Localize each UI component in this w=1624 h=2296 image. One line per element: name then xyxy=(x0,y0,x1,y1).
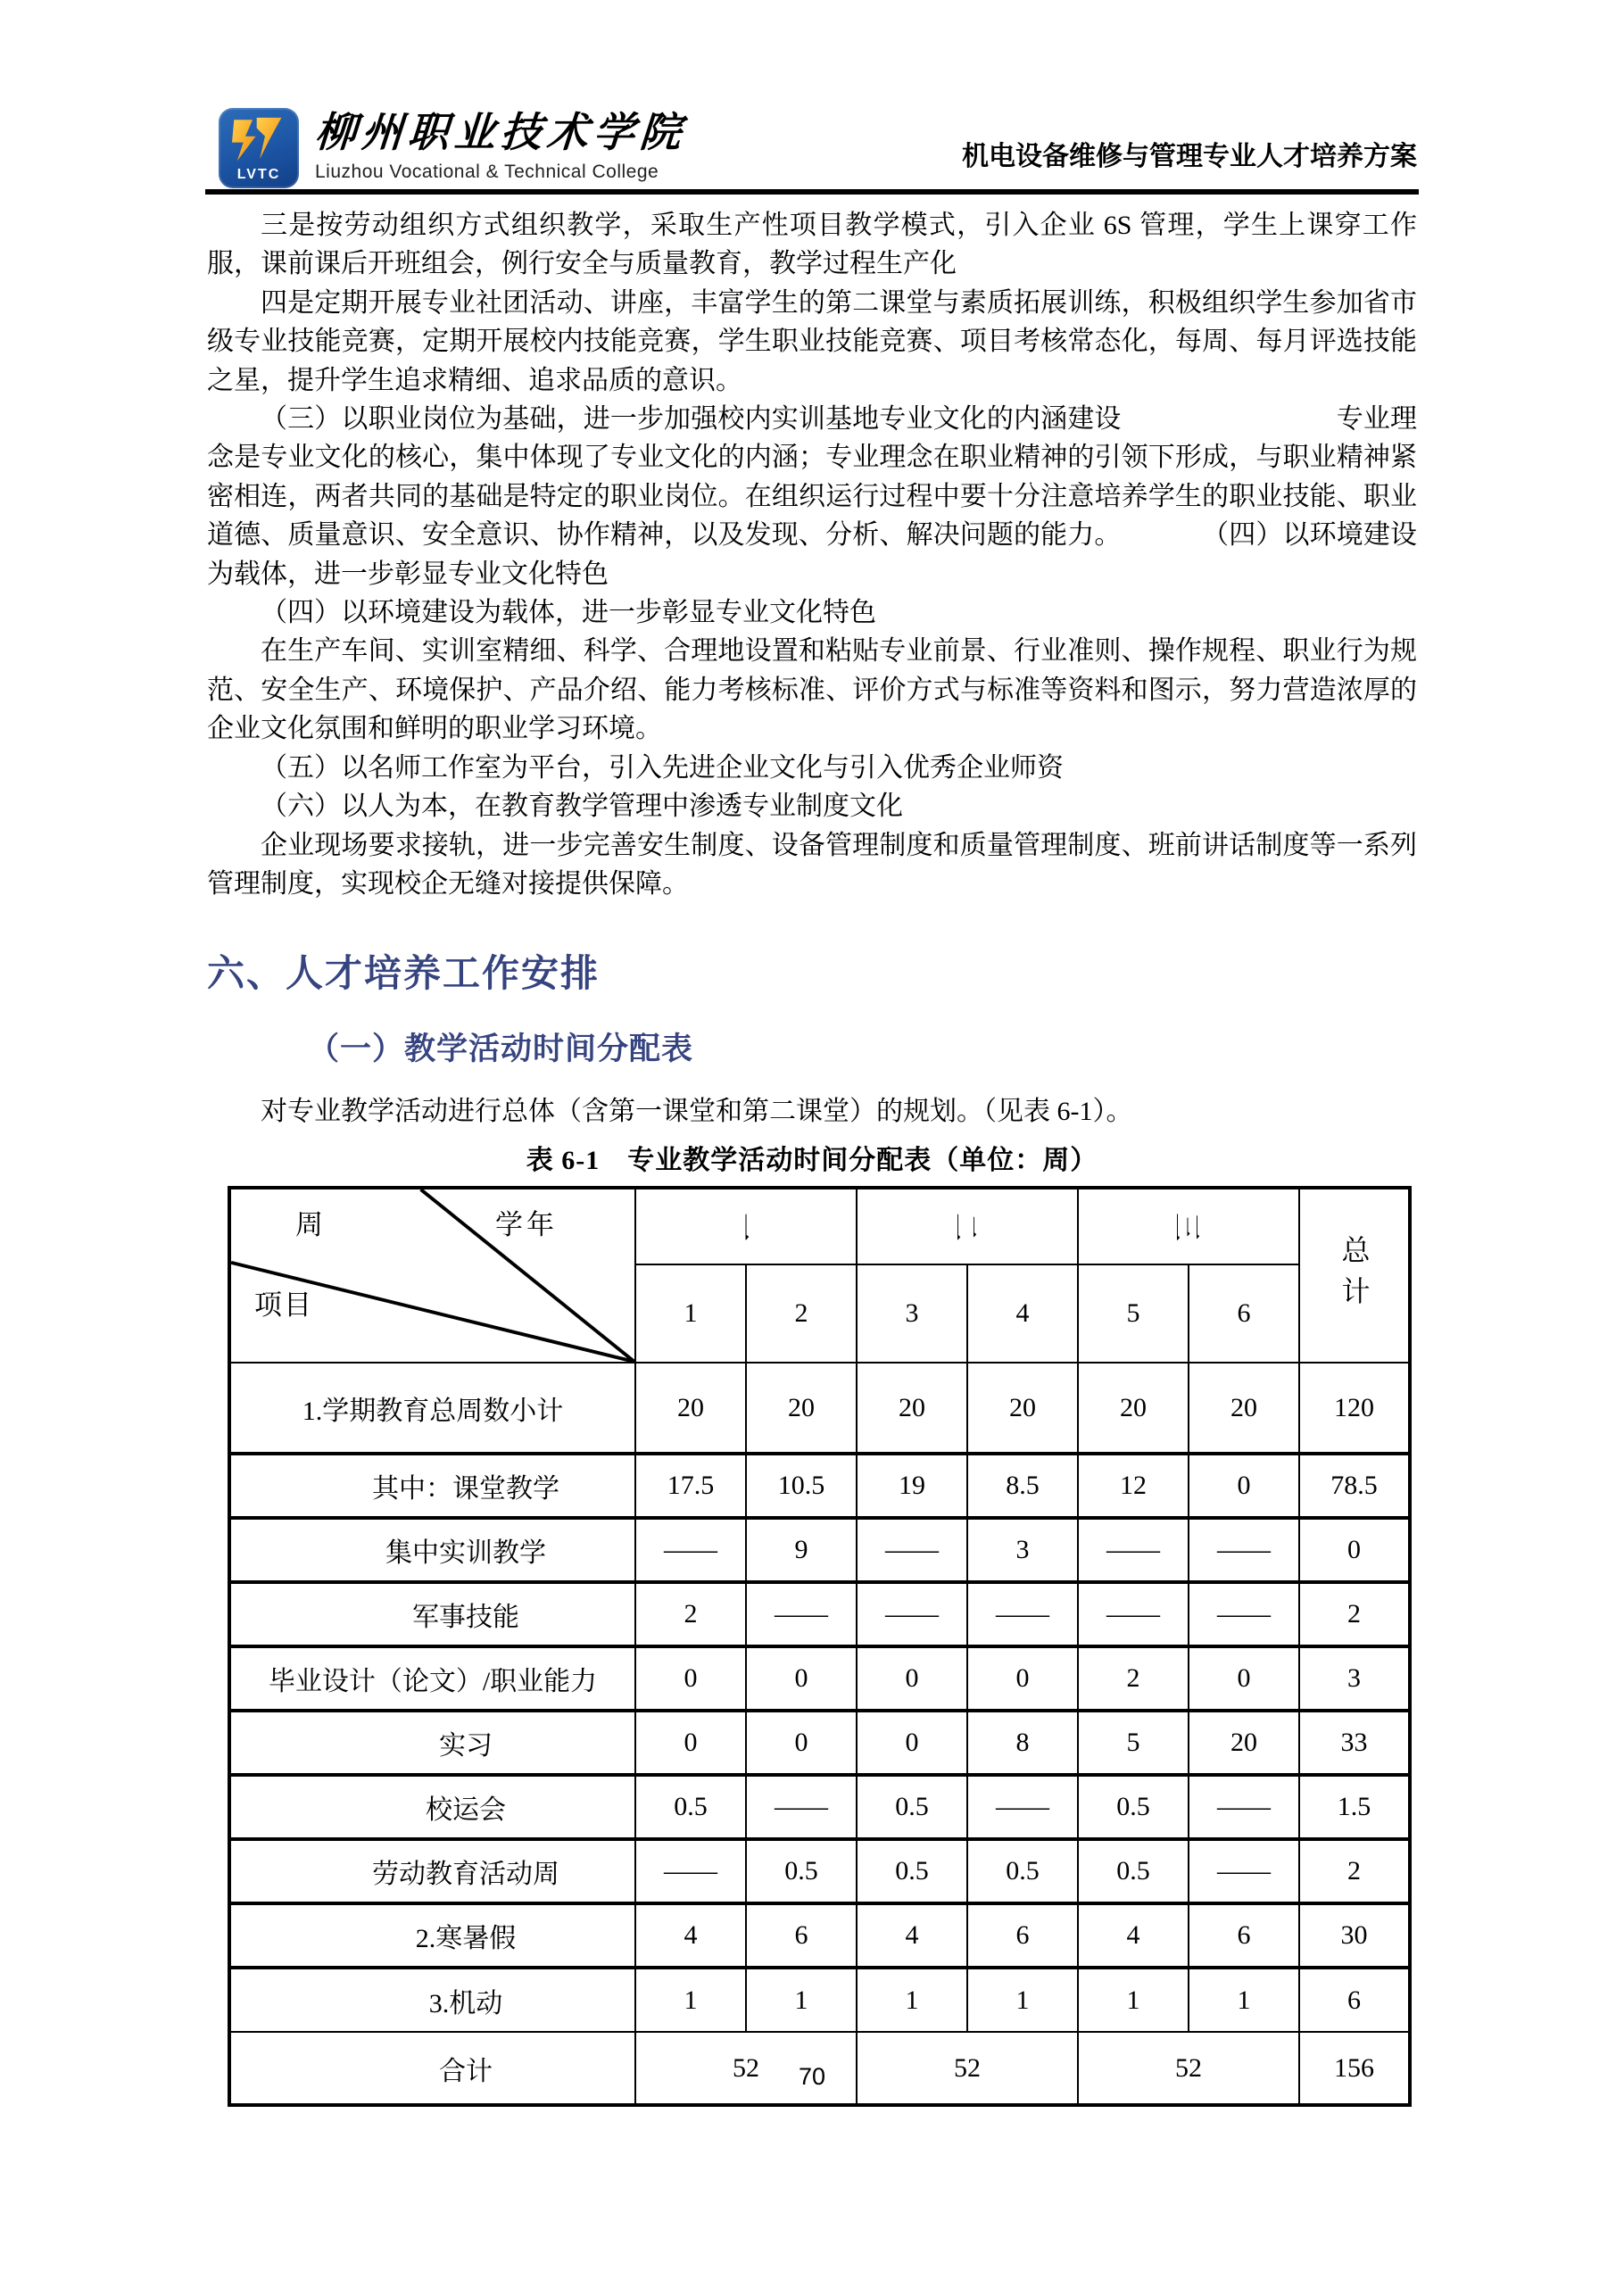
table-row: 劳动教育活动周 —— 0.5 0.5 0.5 0.5 —— 2 xyxy=(229,1839,1410,1903)
corner-diagonal-lines xyxy=(231,1189,634,1362)
year-header: 三 xyxy=(1078,1188,1299,1264)
paragraph: （五）以名师工作室为平台，引入先进企业文化与引入优秀企业师资 xyxy=(261,752,1064,783)
table-row: 校运会 0.5 —— 0.5 —— 0.5 —— 1.5 xyxy=(229,1775,1410,1839)
table-total-row: 合计 52 52 52 156 xyxy=(229,2032,1410,2105)
page-number: 70 xyxy=(798,2063,826,2090)
semester-header: 6 xyxy=(1189,1264,1299,1363)
paragraph: （六）以人为本，在教育教学管理中渗透专业制度文化 xyxy=(261,792,903,822)
document-title: 机电设备维修与管理专业人才培养方案 xyxy=(962,142,1417,171)
paragraph: 在生产车间、实训室精细、科学、合理地设置和粘贴专业前景、行业准则、操作规程、职业行为规范、安全生产、环境保护、产品介绍、能力考核标准、评价方式与标准等资料和图示，努力营造浓厚的企业文化氛围和鲜明的职业学习环境。 xyxy=(207,636,1417,744)
college-name-cn: 柳州职业技术学院 xyxy=(313,110,688,155)
corner-label-week: 周 xyxy=(295,1209,323,1241)
semester-header: 5 xyxy=(1078,1264,1189,1363)
paragraph: （三）以职业岗位为基础，进一步加强校内实训基地专业文化的内涵建设 专业理念是专业文化的核心，集中体现了专业文化的内涵；专业理念在职业精神的引领下形成，与职业精神紧密相连，两者共同的基础是特定的职业岗位。在组织运行过程中要十分注意培养学生的职业技能、职业道德、质量意识、安全意识、协作精神，以及发现、分析、解决问题的能力。 （四）以环境建设为载体，进一步彰显专业文化特色 xyxy=(207,404,1417,589)
college-logo xyxy=(219,108,299,188)
total-header: 总计 xyxy=(1299,1188,1410,1363)
semester-header: 1 xyxy=(635,1264,746,1363)
corner-label-year: 学年 xyxy=(495,1209,558,1241)
year-header: 一 xyxy=(635,1188,857,1264)
table-row: 其中：课堂教学 17.5 10.5 19 8.5 12 0 78.5 xyxy=(229,1454,1410,1518)
college-logo-mark xyxy=(226,112,292,165)
paragraph: 企业现场要求接轨，进一步完善安生制度、设备管理制度和质量管理制度、班前讲话制度等一系列管理制度，实现校企无缝对接提供保障。 xyxy=(207,830,1417,899)
table-row: 军事技能 2 —— —— —— —— —— 2 xyxy=(229,1582,1410,1646)
table-row: 3.机动 1 1 1 1 1 1 6 xyxy=(229,1968,1410,2032)
intro-paragraph: 对专业教学活动进行总体（含第一课堂和第二课堂）的规划。（见表 6-1）。 xyxy=(261,1097,1133,1127)
subsection-heading: （一）教学活动时间分配表 xyxy=(308,1032,694,1067)
paragraph: 三是按劳动组织方式组织教学，采取生产性项目教学模式，引入企业 6S 管理，学生上课穿工作服，课前课后开班组会，例行安全与质量教育，教学过程生产化 xyxy=(207,211,1417,279)
year-header: 二 xyxy=(857,1188,1078,1264)
body-text xyxy=(207,206,1417,903)
header-rule xyxy=(205,189,1419,195)
page-header xyxy=(207,0,1417,195)
semester-header: 3 xyxy=(857,1264,967,1363)
college-name-en: Liuzhou Vocational & Technical College xyxy=(315,162,659,182)
college-logo-abbr: LVTC xyxy=(236,167,281,182)
table-row: 1.学期教育总周数小计 20 20 20 20 20 20 120 xyxy=(229,1363,1410,1454)
table-caption: 表 6-1 专业教学活动时间分配表（单位：周） xyxy=(526,1146,1098,1176)
corner-header-cell xyxy=(229,1188,635,1363)
table-row: 实习 0 0 0 8 5 20 33 xyxy=(229,1711,1410,1775)
table-row: 集中实训教学 —— 9 —— 3 —— —— 0 xyxy=(229,1518,1410,1582)
paragraph: 四是定期开展专业社团活动、讲座，丰富学生的第二课堂与素质拓展训练，积极组织学生参加省市级专业技能竞赛，定期开展校内技能竞赛，学生职业技能竞赛、项目考核常态化，每周、每月评选技能之星，提升学生追求精细、追求品质的意识。 xyxy=(207,287,1417,395)
table-row: 毕业设计（论文）/职业能力 0 0 0 0 2 0 3 xyxy=(229,1646,1410,1711)
semester-header: 4 xyxy=(967,1264,1078,1363)
semester-header: 2 xyxy=(746,1264,857,1363)
corner-label-item: 项目 xyxy=(254,1289,313,1322)
table-row: 2.寒暑假 4 6 4 6 4 6 30 xyxy=(229,1903,1410,1968)
section-heading: 六、人才培养工作安排 xyxy=(207,954,601,996)
schedule-table xyxy=(228,1186,1412,2107)
paragraph: （四）以环境建设为载体，进一步彰显专业文化特色 xyxy=(261,598,876,628)
